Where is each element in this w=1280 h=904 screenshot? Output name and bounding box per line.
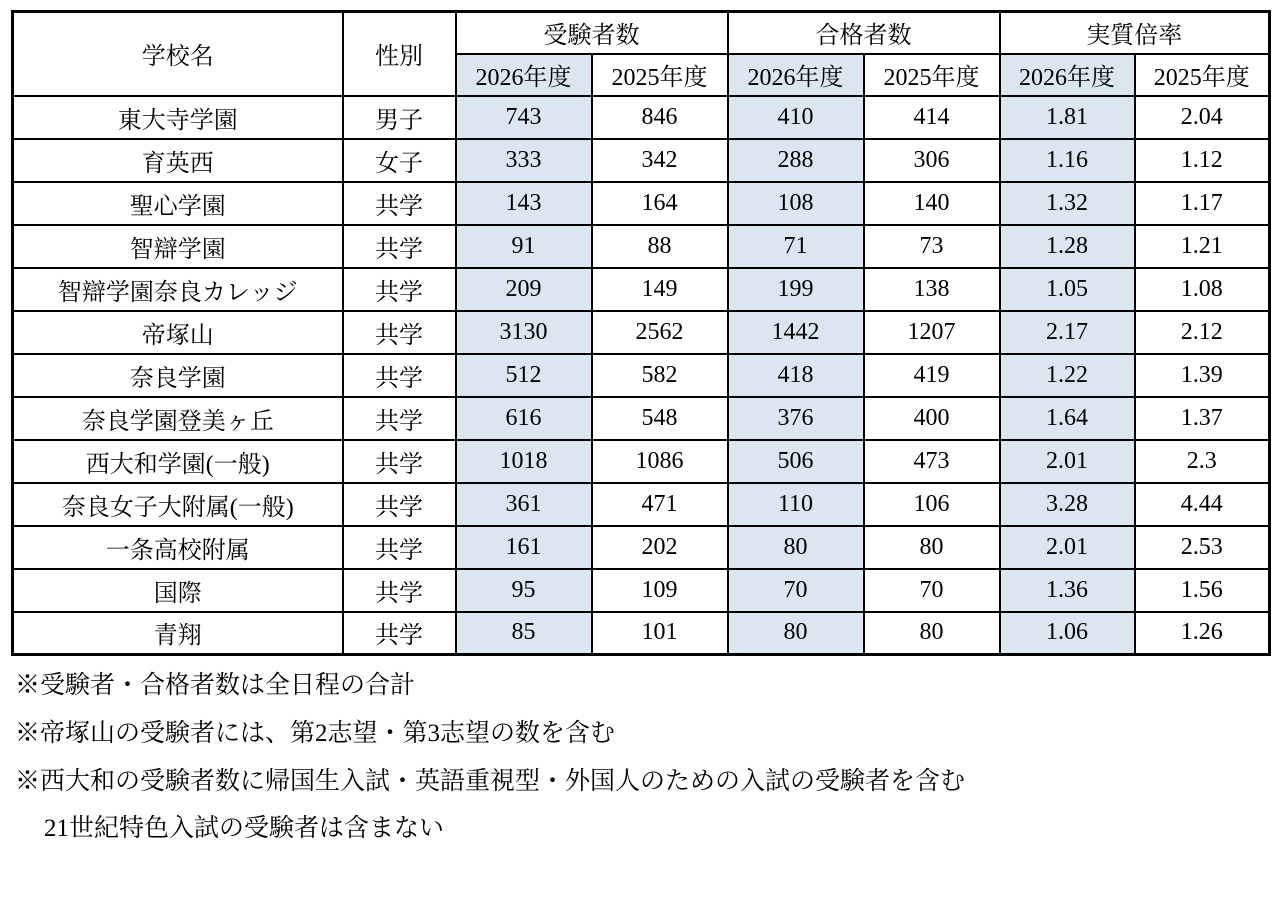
ratio-2025: 1.37 (1135, 397, 1270, 440)
ratio-2025: 1.26 (1135, 612, 1270, 655)
ratio-2026: 2.01 (1000, 526, 1135, 569)
table-row (13, 397, 1270, 440)
admissions-table (11, 10, 1271, 656)
ratio-2025: 2.04 (1135, 96, 1270, 139)
header-year-2025: 2025年度 (592, 54, 728, 96)
gender: 共学 (343, 483, 456, 526)
applicants-2025: 101 (592, 612, 728, 655)
ratio-2026: 1.64 (1000, 397, 1135, 440)
admitted-2026: 376 (728, 397, 864, 440)
table-row (13, 96, 1270, 139)
school-name: 奈良学園登美ヶ丘 (13, 397, 343, 440)
admitted-2025: 419 (864, 354, 1000, 397)
gender: 共学 (343, 569, 456, 612)
ratio-2026: 1.05 (1000, 268, 1135, 311)
ratio-2025: 1.39 (1135, 354, 1270, 397)
gender: 共学 (343, 526, 456, 569)
applicants-2026: 3130 (456, 311, 592, 354)
gender: 共学 (343, 612, 456, 655)
school-name: 青翔 (13, 612, 343, 655)
admitted-2026: 506 (728, 440, 864, 483)
admitted-2026: 71 (728, 225, 864, 268)
admitted-2026: 199 (728, 268, 864, 311)
applicants-2025: 88 (592, 225, 728, 268)
gender: 女子 (343, 139, 456, 182)
gender: 男子 (343, 96, 456, 139)
applicants-2025: 149 (592, 268, 728, 311)
applicants-2025: 471 (592, 483, 728, 526)
header-year-2026: 2026年度 (728, 54, 864, 96)
admitted-2025: 138 (864, 268, 1000, 311)
ratio-2026: 1.28 (1000, 225, 1135, 268)
table-header (13, 12, 1270, 96)
school-name: 奈良学園 (13, 354, 343, 397)
school-name: 智辯学園 (13, 225, 343, 268)
gender: 共学 (343, 440, 456, 483)
ratio-2025: 2.12 (1135, 311, 1270, 354)
table-row (13, 483, 1270, 526)
applicants-2025: 202 (592, 526, 728, 569)
applicants-2025: 582 (592, 354, 728, 397)
applicants-2026: 91 (456, 225, 592, 268)
school-name: 奈良女子大附属(一般) (13, 483, 343, 526)
school-name: 国際 (13, 569, 343, 612)
gender: 共学 (343, 311, 456, 354)
table-row (13, 569, 1270, 612)
admitted-2026: 418 (728, 354, 864, 397)
admitted-2026: 110 (728, 483, 864, 526)
table-row (13, 268, 1270, 311)
applicants-2025: 109 (592, 569, 728, 612)
admitted-2026: 80 (728, 526, 864, 569)
table-row (13, 526, 1270, 569)
applicants-2025: 2562 (592, 311, 728, 354)
admitted-2025: 140 (864, 182, 1000, 225)
applicants-2025: 164 (592, 182, 728, 225)
ratio-2026: 1.81 (1000, 96, 1135, 139)
gender: 共学 (343, 225, 456, 268)
header-year-2025: 2025年度 (864, 54, 1000, 96)
applicants-2026: 209 (456, 268, 592, 311)
applicants-2025: 1086 (592, 440, 728, 483)
school-name: 西大和学園(一般) (13, 440, 343, 483)
table-row (13, 225, 1270, 268)
gender: 共学 (343, 397, 456, 440)
footnote-tezukayama: ※帝塚山の受験者には、第2志望・第3志望の数を含む (15, 719, 616, 747)
ratio-2026: 1.06 (1000, 612, 1135, 655)
admitted-2025: 306 (864, 139, 1000, 182)
ratio-2026: 1.36 (1000, 569, 1135, 612)
school-name: 智辯学園奈良カレッジ (13, 268, 343, 311)
header-year-2026: 2026年度 (1000, 54, 1135, 96)
table-row (13, 612, 1270, 655)
admitted-2025: 400 (864, 397, 1000, 440)
applicants-2026: 512 (456, 354, 592, 397)
header-year-2026: 2026年度 (456, 54, 592, 96)
gender: 共学 (343, 268, 456, 311)
ratio-2026: 1.22 (1000, 354, 1135, 397)
ratio-2026: 1.16 (1000, 139, 1135, 182)
gender: 共学 (343, 354, 456, 397)
admitted-2025: 73 (864, 225, 1000, 268)
footnote-total: ※受験者・合格者数は全日程の合計 (15, 672, 416, 699)
applicants-2026: 85 (456, 612, 592, 655)
header-year-2025: 2025年度 (1135, 54, 1270, 96)
ratio-2025: 1.12 (1135, 139, 1270, 182)
admitted-2026: 108 (728, 182, 864, 225)
applicants-2026: 161 (456, 526, 592, 569)
admitted-2025: 80 (864, 612, 1000, 655)
ratio-2025: 4.44 (1135, 483, 1270, 526)
ratio-2025: 1.56 (1135, 569, 1270, 612)
ratio-2026: 3.28 (1000, 483, 1135, 526)
applicants-2025: 548 (592, 397, 728, 440)
header-group-ratio: 実質倍率 (1000, 12, 1270, 54)
table-row (13, 354, 1270, 397)
school-name: 育英西 (13, 139, 343, 182)
header-group-admitted: 合格者数 (728, 12, 1000, 54)
table-row (13, 440, 1270, 483)
ratio-2026: 1.32 (1000, 182, 1135, 225)
admitted-2026: 70 (728, 569, 864, 612)
admitted-2025: 70 (864, 569, 1000, 612)
school-name: 聖心学園 (13, 182, 343, 225)
applicants-2026: 1018 (456, 440, 592, 483)
ratio-2025: 1.21 (1135, 225, 1270, 268)
school-name: 一条高校附属 (13, 526, 343, 569)
ratio-2025: 1.17 (1135, 182, 1270, 225)
applicants-2026: 143 (456, 182, 592, 225)
footnote-nishiyamato-cont: 21世紀特色入試の受験者は含まない (44, 815, 445, 843)
admitted-2026: 288 (728, 139, 864, 182)
ratio-2025: 2.53 (1135, 526, 1270, 569)
admitted-2026: 80 (728, 612, 864, 655)
applicants-2026: 95 (456, 569, 592, 612)
ratio-2026: 2.01 (1000, 440, 1135, 483)
applicants-2025: 342 (592, 139, 728, 182)
applicants-2026: 743 (456, 96, 592, 139)
gender: 共学 (343, 182, 456, 225)
admitted-2025: 80 (864, 526, 1000, 569)
admitted-2025: 414 (864, 96, 1000, 139)
admitted-2025: 1207 (864, 311, 1000, 354)
ratio-2025: 1.08 (1135, 268, 1270, 311)
ratio-2026: 2.17 (1000, 311, 1135, 354)
header-group-applicants: 受験者数 (456, 12, 728, 54)
table-row (13, 139, 1270, 182)
admitted-2026: 1442 (728, 311, 864, 354)
admitted-2025: 106 (864, 483, 1000, 526)
school-name: 東大寺学園 (13, 96, 343, 139)
table-row (13, 311, 1270, 354)
header-gender: 性別 (343, 12, 456, 96)
admitted-2026: 410 (728, 96, 864, 139)
school-name: 帝塚山 (13, 311, 343, 354)
applicants-2026: 333 (456, 139, 592, 182)
ratio-2025: 2.3 (1135, 440, 1270, 483)
applicants-2026: 361 (456, 483, 592, 526)
header-school: 学校名 (13, 12, 343, 96)
footnotes (15, 672, 1269, 844)
table-body (13, 96, 1270, 655)
footnote-nishiyamato: ※西大和の受験者数に帰国生入試・英語重視型・外国人のための入試の受験者を含む (15, 767, 966, 795)
admitted-2025: 473 (864, 440, 1000, 483)
table-row (13, 182, 1270, 225)
applicants-2025: 846 (592, 96, 728, 139)
applicants-2026: 616 (456, 397, 592, 440)
